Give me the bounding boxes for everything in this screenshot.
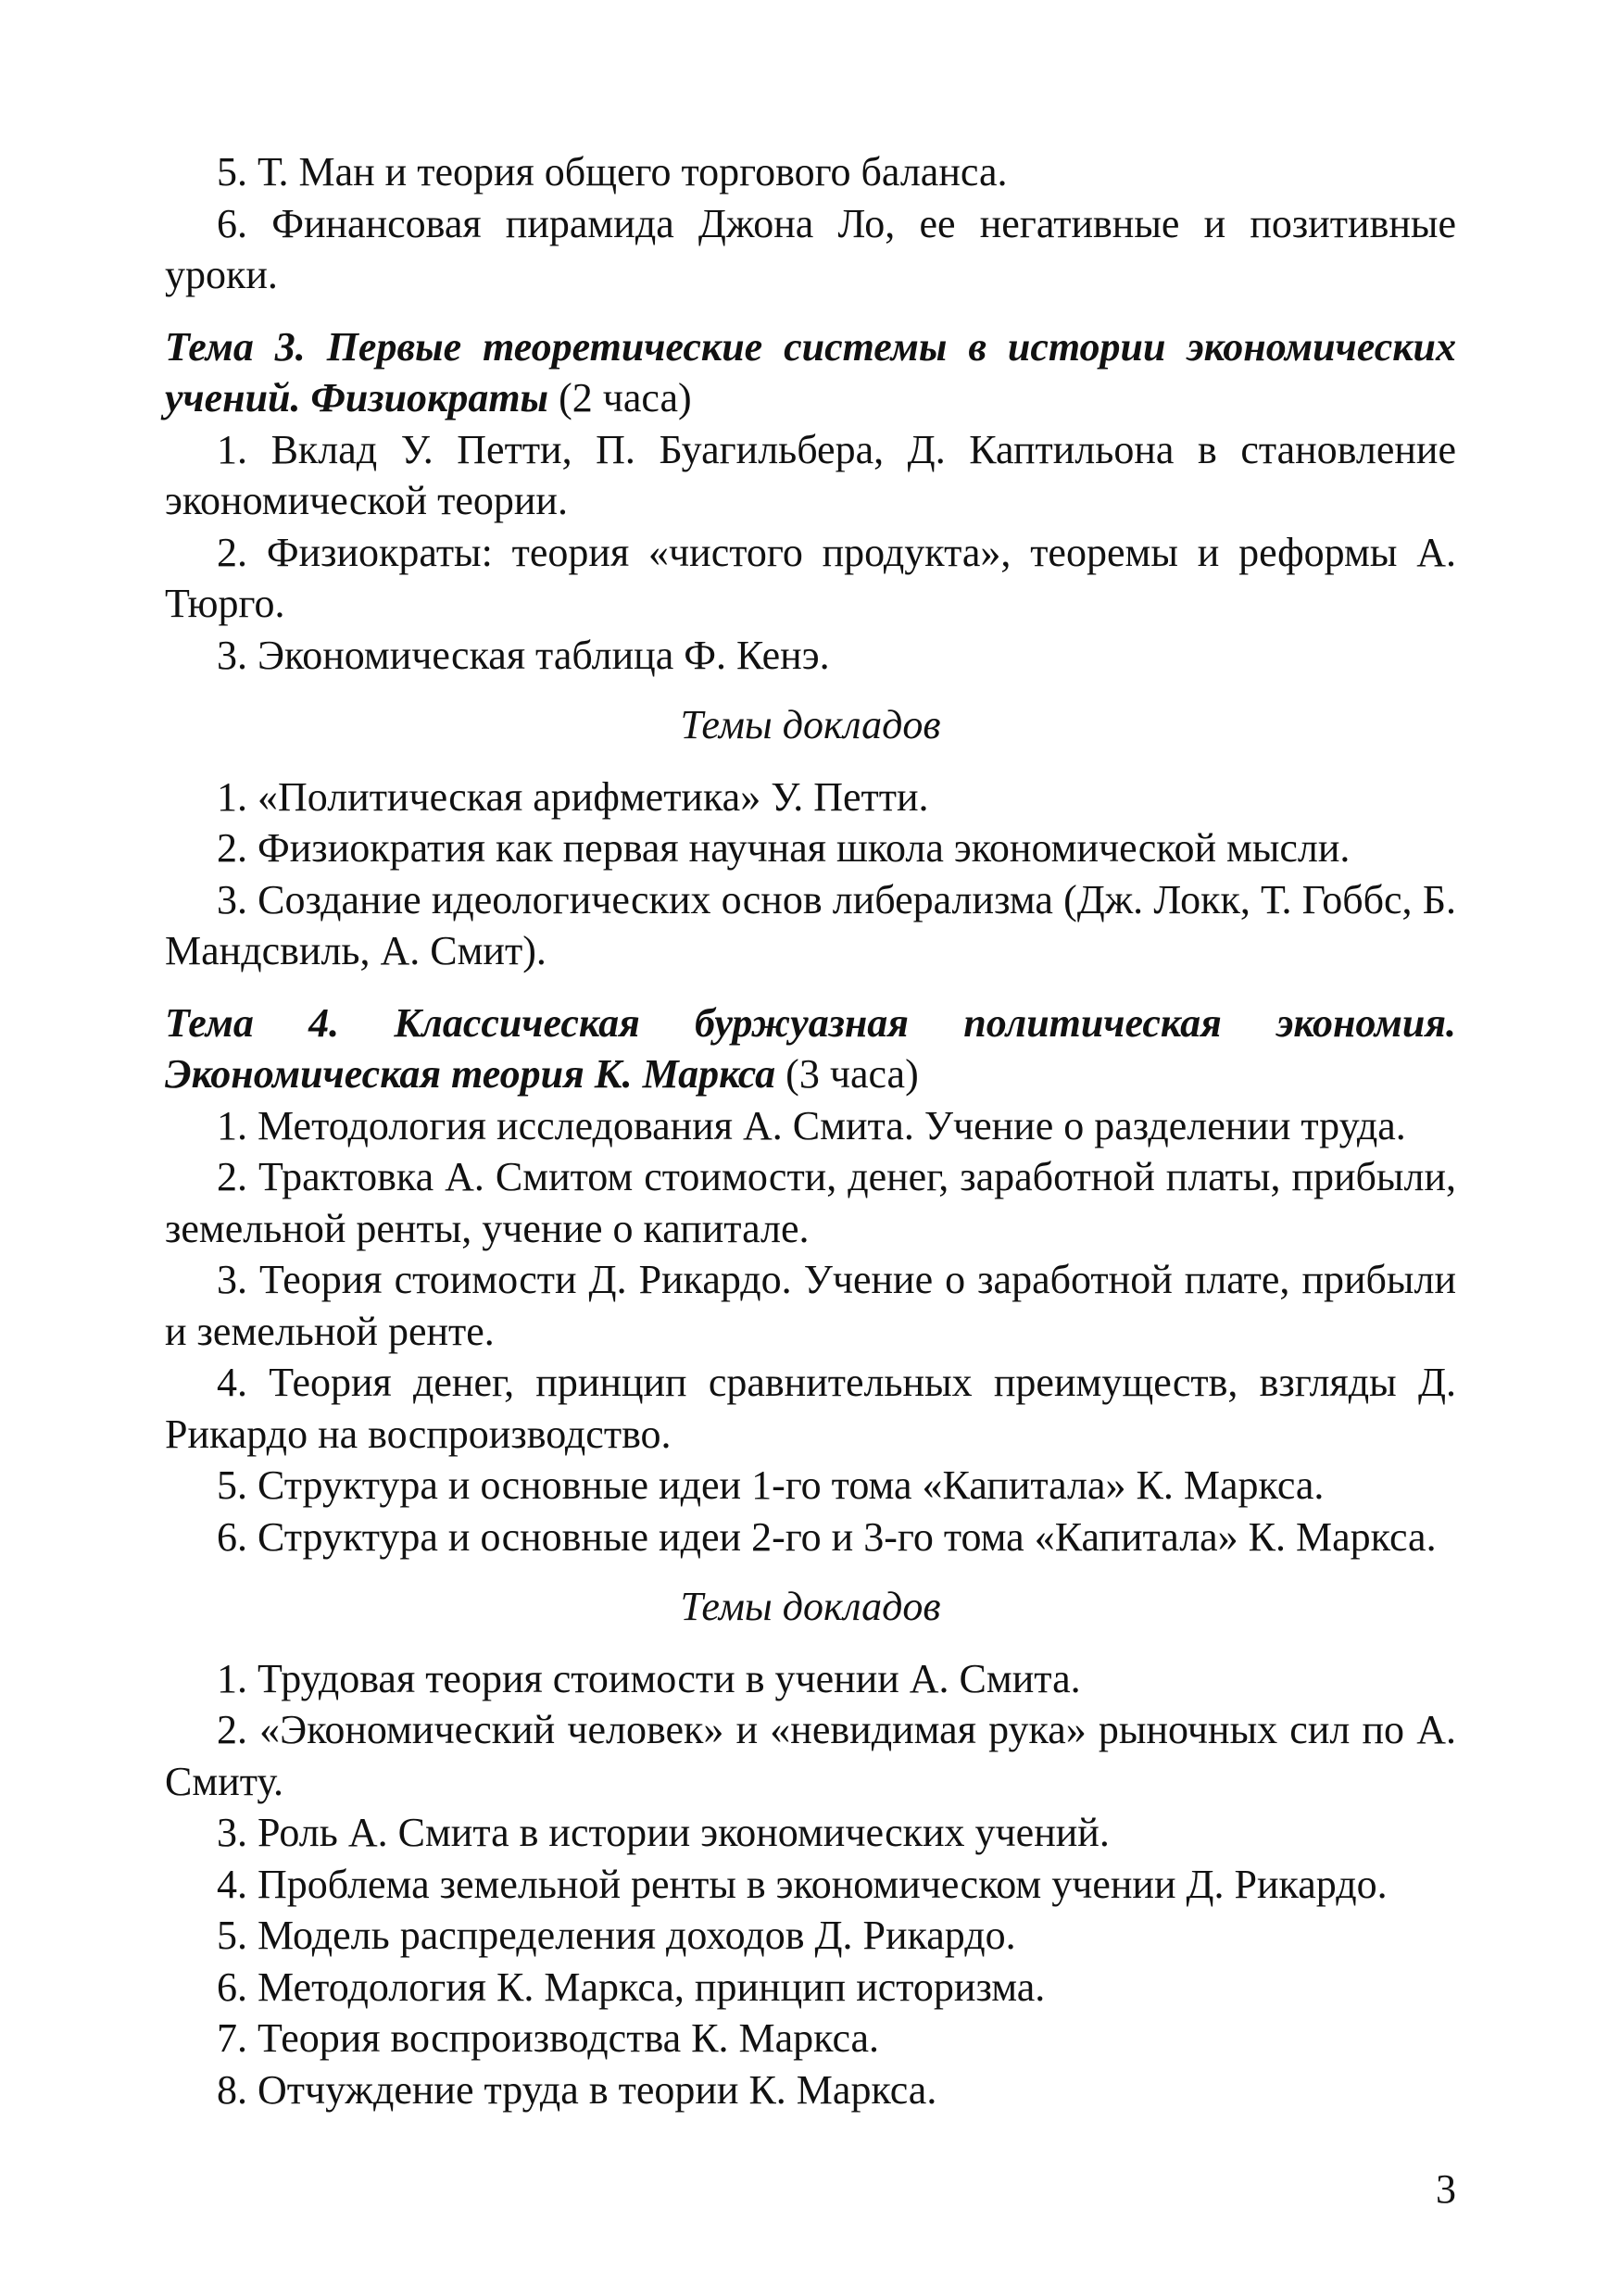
list-item: 4. Теория денег, принцип сравнительных преимуществ, взгляды Д. Рикардо на воспроизводство.: [165, 1360, 1456, 1457]
list-item: 2. Физиократия как первая научная школа экономической мысли.: [217, 825, 1351, 871]
list-item: 5. Т. Ман и теория общего торгового баланса.: [217, 149, 1008, 194]
list-item: 3. Роль А. Смита в истории экономических учений.: [217, 1810, 1110, 1855]
topic-4-title: [165, 997, 1456, 1100]
list-item: 1. Вклад У. Петти, П. Буагильбера, Д. Каптильона в становление экономической теории.: [165, 426, 1456, 523]
list-item: 6. Финансовая пирамида Джона Ло, ее негативные и позитивные уроки.: [165, 200, 1456, 297]
list-item: 3. Теория стоимости Д. Рикардо. Учение о заработной плате, прибыли и земельной ренте.: [165, 1257, 1456, 1354]
list-item: 2. Трактовка А. Смитом стоимости, денег, заработной платы, прибыли, земельной ренты, учение о капитале.: [165, 1154, 1456, 1251]
page-number: 3: [1436, 2166, 1456, 2212]
list-item: 8. Отчуждение труда в теории К. Маркса.: [217, 2066, 937, 2113]
reports-heading: Темы докладов: [680, 1584, 941, 1629]
topic-3-title-text: Тема 3. Первые теоретические системы в истории экономических учений. Физиократы: [165, 323, 1456, 420]
topic-3-title: [165, 321, 1456, 424]
list-item: 3. Экономическая таблица Ф. Кенэ.: [217, 632, 830, 678]
topic-4-hours: (3 часа): [785, 1051, 919, 1097]
list-item: 6. Структура и основные идеи 2-го и 3-го тома «Капитала» К. Маркса.: [217, 1513, 1437, 1560]
list-item: 4. Проблема земельной ренты в экономическом учении Д. Рикардо.: [217, 1861, 1388, 1907]
list-item: 1. Трудовая теория стоимости в учении А. Смита.: [217, 1655, 1081, 1701]
topic-3-hours: (2 часа): [559, 375, 692, 420]
topic-4-section: [165, 997, 1456, 2116]
topic-4-title-text: Тема 4. Классическая буржуазная политическая экономия. Экономическая теория К. Маркса: [165, 999, 1456, 1097]
list-item: 2. Физиократы: теория «чистого продукта», теоремы и реформы А. Тюрго.: [165, 529, 1456, 626]
list-item: 5. Структура и основные идеи 1-го тома «Капитала» К. Маркса.: [217, 1462, 1325, 1508]
list-item: 1. «Политическая арифметика» У. Петти.: [217, 773, 929, 820]
list-item: 5. Модель распределения доходов Д. Рикардо.: [217, 1913, 1016, 1958]
list-item: 7. Теория воспроизводства К. Маркса.: [217, 2015, 880, 2061]
list-item: 6. Методология К. Маркса, принцип историзма.: [217, 1964, 1046, 2010]
list-item: 1. Методология исследования А. Смита. Учение о разделении труда.: [217, 1102, 1406, 1148]
list-item: 2. «Экономический человек» и «невидимая рука» рыночных сил по А. Смиту.: [165, 1707, 1456, 1804]
reports-heading: Темы докладов: [680, 702, 941, 747]
document-page: [165, 146, 1456, 2115]
list-item: 3. Создание идеологических основ либерализма (Дж. Локк, Т. Гоббс, Б. Мандсвиль, А. Смит).: [165, 876, 1456, 973]
topic-3-section: [165, 321, 1456, 977]
